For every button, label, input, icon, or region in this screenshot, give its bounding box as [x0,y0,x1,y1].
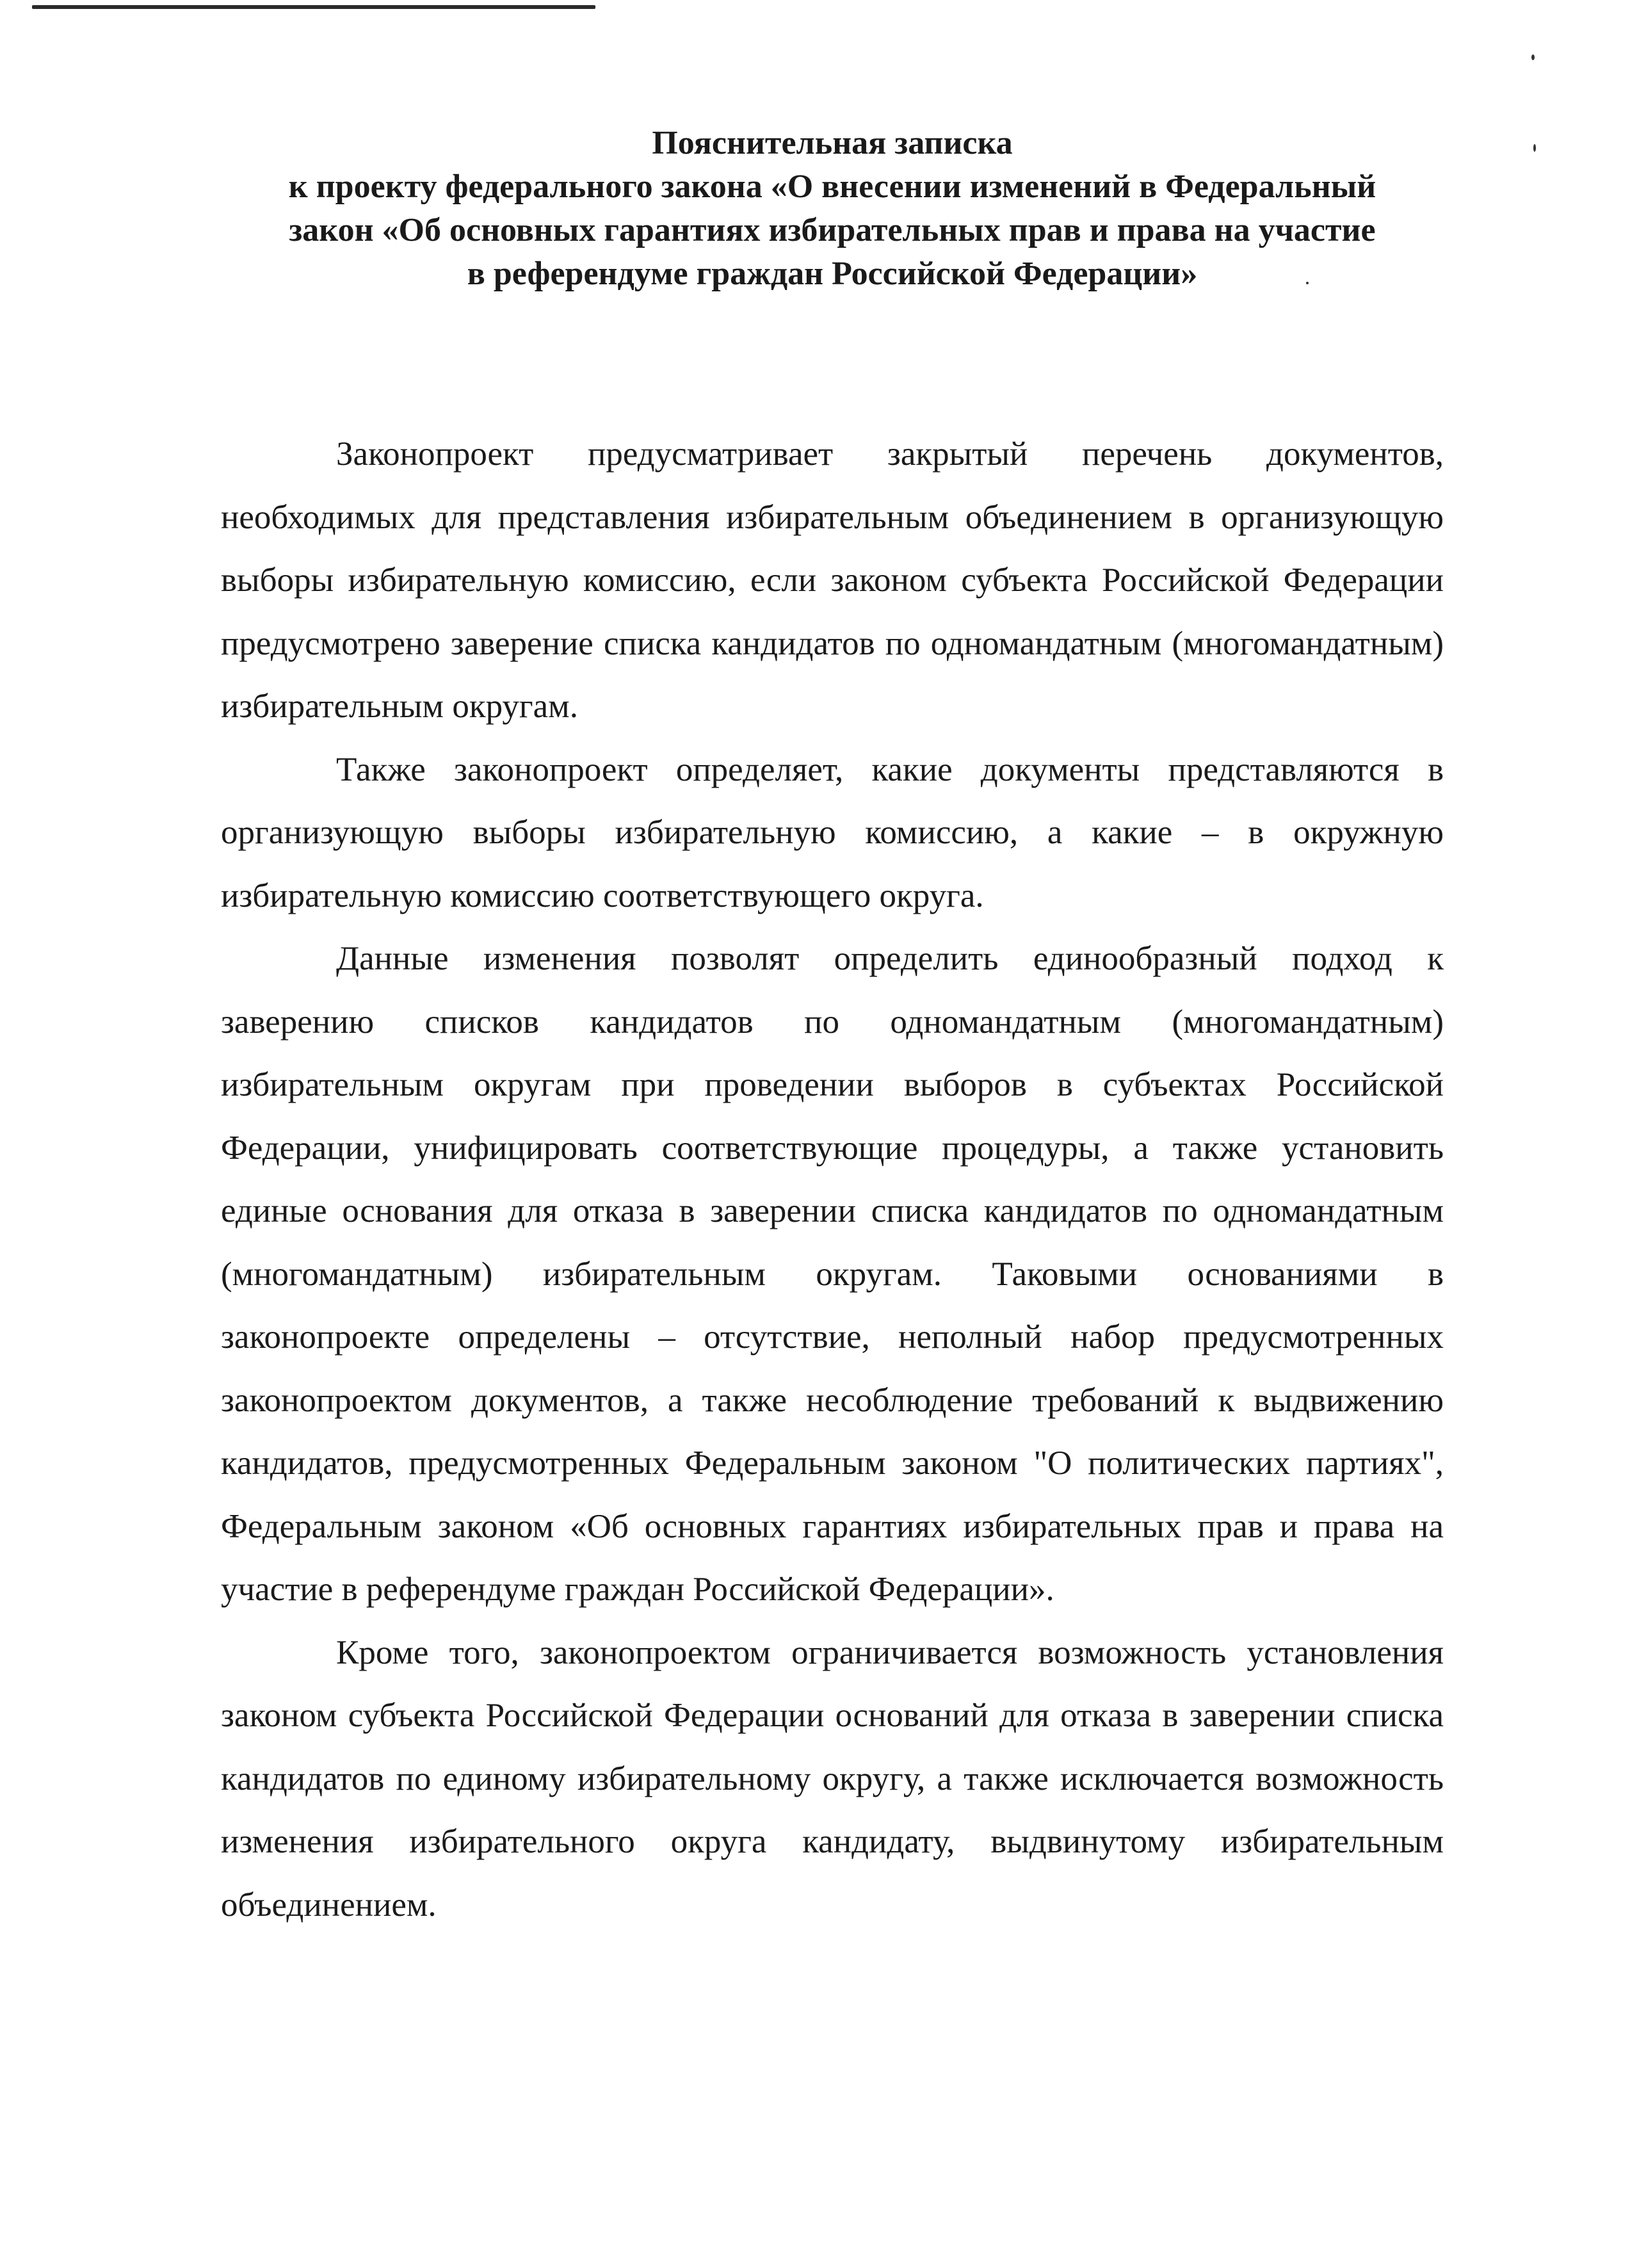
title-line: закон «Об основных гарантиях избирательных прав и права на участие [289,212,1376,248]
paragraph: Кроме того, законопроектом ограничивается возможность установления законом субъекта Российской Федерации оснований для отказа в заверении списка кандидатов по единому избирательному округу, а также исключается возможность изменения избирательного округа кандидату, выдвинутому избирательным объединением. [221,1633,1444,1924]
document-body [221,423,1444,1936]
title-line: к проекту федерального закона «О внесении изменений в Федеральный [288,168,1376,205]
scan-speck [1533,144,1536,152]
paragraph: Данные изменения позволят определить единообразный подход к заверению списков кандидатов по одномандатным (многомандатным) избирательным округам при проведении выборов в субъектах Российской Федерации, унифицировать соответствующие процедуры, а также установить единые основания для отказа в заверении списка кандидатов по одномандатным (многомандатным) избирательным округам. Таковыми основаниями в законопроекте определены – отсутствие, неполный набор предусмотренных законопроектом документов, а также несоблюдение требований к выдвижению кандидатов, предусмотренных Федеральным законом "О политических партиях", Федеральным законом «Об основных гарантиях избирательных прав и права на участие в референдуме граждан Российской Федерации». [221,940,1444,1608]
paragraph: Законопроект предусматривает закрытый перечень документов, необходимых для представления избирательным объединением в организующую выборы избирательную комиссию, если законом субъекта Российской Федерации предусмотрено заверение списка кандидатов по одномандатным (многомандатным) избирательным округам. [221,435,1444,725]
title-line: в референдуме граждан Российской Федерации» [467,255,1198,292]
title-line: Пояснительная записка [652,125,1013,161]
document-title [192,122,1473,296]
scan-speck [1531,54,1535,60]
paragraph: Также законопроект определяет, какие документы представляются в организующую выборы избирательную комиссию, а какие – в окружную избирательную комиссию соответствующего округа. [221,750,1444,914]
scan-artifact-line [32,5,595,9]
